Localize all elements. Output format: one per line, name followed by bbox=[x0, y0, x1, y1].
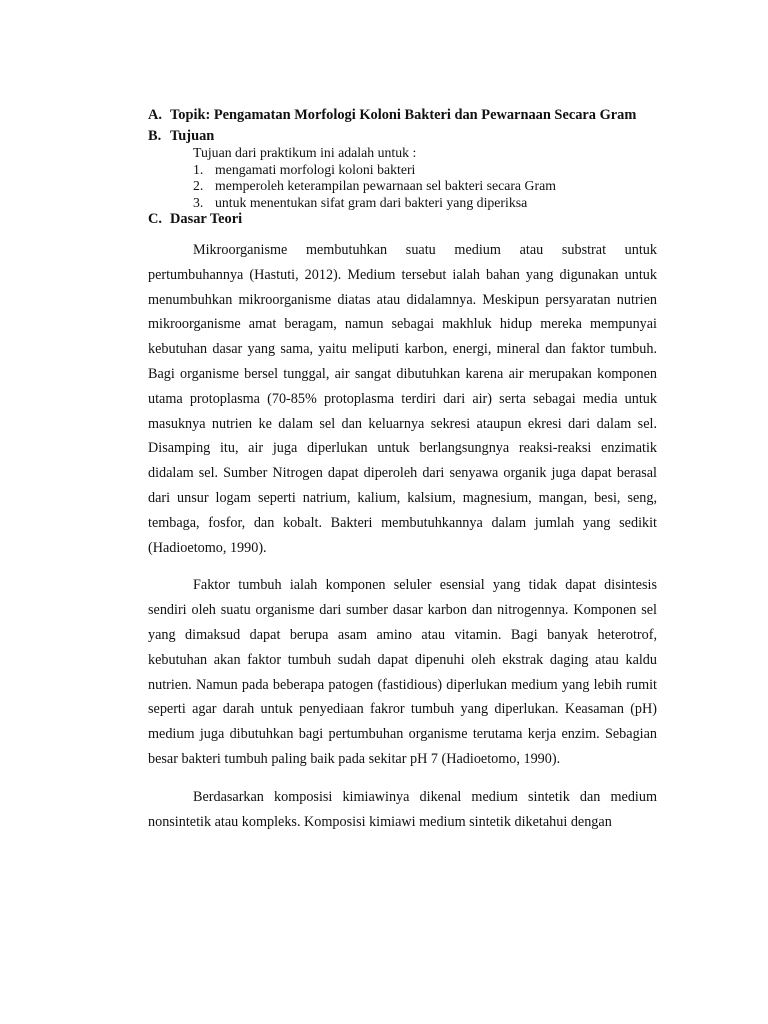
section-b-title: Tujuan bbox=[170, 128, 215, 144]
list-item bbox=[193, 195, 657, 212]
list-item-text: untuk menentukan sifat gram dari bakteri yang diperiksa bbox=[215, 194, 528, 210]
list-item bbox=[193, 178, 657, 195]
list-item-number: 1. bbox=[193, 161, 204, 177]
section-a-heading bbox=[148, 102, 657, 128]
body-paragraph: Faktor tumbuh ialah komponen seluler esensial yang tidak dapat disintesis sendiri oleh suatu organisme dari sumber dasar karbon dan nitrogennya. Komponen sel yang dimaksud dapat berupa asam amino atau vitamin. Bagi banyak heterotrof, kebutuhan akan faktor tumbuh sudah dapat dipenuhi oleh ekstrak daging atau kaldu nutrien. Namun pada beberapa patogen (fastidious) diperlukan medium yang lebih rumit seperti agar darah untuk penyediaan fakror tumbuh yang diperlukan. Keasaman (pH) medium juga dibutuhkan bagi pertumbuhan organisme terutama kerja enzim. Sebagian besar bakteri tumbuh paling baik pada sekitar pH 7 (Hadioetomo, 1990). bbox=[148, 577, 657, 767]
document-body bbox=[148, 102, 657, 834]
section-c-title: Dasar Teori bbox=[170, 211, 243, 227]
list-item-number: 3. bbox=[193, 194, 204, 210]
section-b-heading bbox=[148, 128, 657, 145]
section-c-heading bbox=[148, 211, 657, 228]
objectives-intro: Tujuan dari praktikum ini adalah untuk : bbox=[193, 145, 417, 160]
section-a-title: Topik: Pengamatan Morfologi Koloni Bakteri dan Pewarnaan Secara Gram bbox=[170, 107, 637, 123]
body-paragraph: Mikroorganisme membutuhkan suatu medium atau substrat untuk pertumbuhannya (Hastuti, 2012). Medium tersebut ialah bahan yang digunakan untuk menumbuhkan mikroorganisme diatas atau didalamnya. Meskipun persyaratan nutrien mikroorganisme amat beragam, namun sebagai makhluk hidup mereka mempunyai kebutuhan dasar yang sama, yaitu meliputi karbon, energi, mineral dan faktor tumbuh. Bagi organisme bersel tunggal, air sangat dibutuhkan karena air merupakan komponen utama protoplasma (70-85% protoplasma terdiri dari air) serta sebagai media untuk masuknya nutrien ke dalam sel dan keluarnya sekresi ataupun ekresi dari dalam sel. Disamping itu, air juga diperlukan untuk berlangsungnya reaksi-reaksi enzimatik didalam sel. Sumber Nitrogen dapat diperoleh dari senyawa organik juga dapat berasal dari unsur logam seperti natrium, kalium, kalsium, magnesium, mangan, besi, seng, tembaga, fosfor, dan kobalt. Bakteri membutuhkannya dalam jumlah yang sedikit (Hadioetomo, 1990). bbox=[148, 242, 657, 556]
list-item bbox=[193, 162, 657, 179]
section-a-marker: A. bbox=[148, 107, 162, 123]
body-paragraph: Berdasarkan komposisi kimiawinya dikenal medium sintetik dan medium nonsintetik atau kompleks. Komposisi kimiawi medium sintetik diketahui dengan bbox=[148, 788, 657, 830]
objectives-list bbox=[193, 162, 657, 212]
list-item-text: mengamati morfologi koloni bakteri bbox=[215, 161, 416, 177]
section-b-marker: B. bbox=[148, 128, 162, 144]
list-item-text: memperoleh keterampilan pewarnaan sel bakteri secara Gram bbox=[215, 178, 556, 193]
section-c-marker: C. bbox=[148, 211, 162, 227]
list-item-number: 2. bbox=[193, 178, 204, 193]
